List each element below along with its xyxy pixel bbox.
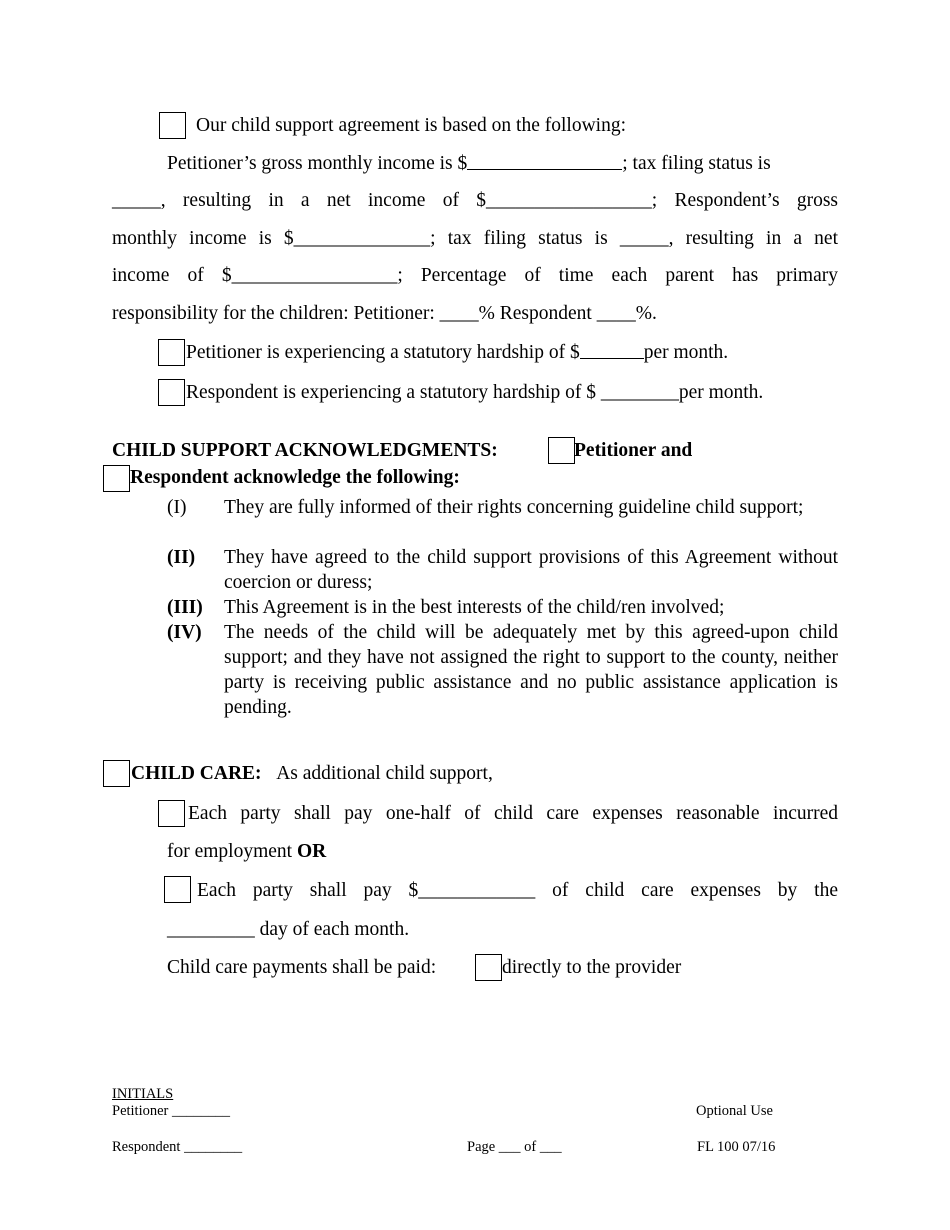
petitioner-income-label: Petitioner’s gross monthly income is $ (167, 153, 468, 174)
petitioner-hardship-field[interactable] (580, 342, 644, 359)
child-care-checkbox[interactable] (103, 760, 130, 787)
ack-item-text: This Agreement is in the best interests of the child/ren involved; (224, 597, 725, 618)
ack-item-number: (IV) (167, 622, 202, 643)
respondent-hardship-line: Respondent is experiencing a statutory hardship of $ ________per month. (186, 382, 764, 403)
payment-label: Child care payments shall be paid: (167, 957, 437, 978)
or-label: OR (296, 841, 327, 862)
petitioner-hardship-checkbox[interactable] (158, 339, 185, 366)
respondent-initials: Respondent ________ (112, 1139, 243, 1155)
optional-use: Optional Use (696, 1103, 773, 1119)
ack-item-text: They have agreed to the child support provisions of this Agreement without coercion or duress; (224, 547, 838, 593)
petitioner-hardship-label: Petitioner is experiencing a statutory hardship of $ (186, 342, 580, 363)
acknowledgments-checkbox-2[interactable] (103, 465, 130, 492)
agreement-checkbox[interactable] (159, 112, 186, 139)
child-care-option1-line2 (167, 840, 326, 864)
child-care-option2-line1: Each party shall pay $____________ of child care expenses by the (197, 880, 838, 901)
initials-heading: INITIALS (112, 1086, 174, 1102)
petitioner-hardship-line (186, 341, 728, 365)
respondent-gross-label: _________________; Respondent’s gross (485, 190, 838, 211)
net-income-label: _____, resulting in a net income of $ (112, 190, 486, 211)
acknowledgments-heading-line2: Respondent acknowledge the following: (130, 467, 460, 488)
acknowledgments-checkbox-1[interactable] (548, 437, 575, 464)
agreement-checkbox-label: Our child support agreement is based on the following: (196, 115, 626, 136)
ack-item-number: (I) (167, 497, 187, 518)
payment-provider-label: directly to the provider (502, 957, 682, 978)
ack-item-text: The needs of the child will be adequately met by this agreed-upon child support; and they have not assigned the right to support to the county, neither party is receiving public assistance and no public assistance application is pending. (224, 622, 838, 718)
child-care-option1-line1: Each party shall pay one-half of child care expenses reasonable incurred (188, 803, 838, 824)
income-line-2 (112, 189, 838, 213)
child-care-heading-line (131, 762, 493, 786)
child-care-option1-checkbox[interactable] (158, 800, 185, 827)
form-id: FL 100 07/16 (697, 1139, 776, 1155)
income-line-1 (167, 152, 771, 176)
petitioner-initials: Petitioner ________ (112, 1103, 231, 1119)
acknowledgments-heading-tail: Petitioner and (574, 440, 693, 461)
child-care-heading-tail: As additional child support, (276, 763, 493, 784)
payment-provider-checkbox[interactable] (475, 954, 502, 981)
ack-item-text: They are fully informed of their rights concerning guideline child support; (224, 497, 804, 518)
child-care-option2-line2: _________ day of each month. (167, 919, 410, 940)
ack-item-number: (II) (167, 547, 196, 568)
income-line-5: responsibility for the children: Petitioner: ____% Respondent ____%. (112, 303, 657, 324)
child-care-heading: CHILD CARE: (131, 763, 262, 784)
per-month-label: per month. (643, 342, 729, 363)
acknowledgments-heading: CHILD SUPPORT ACKNOWLEDGMENTS: (112, 440, 498, 461)
ack-item-number: (III) (167, 597, 203, 618)
child-care-option2-checkbox[interactable] (164, 876, 191, 903)
employment-label: for employment (167, 841, 293, 862)
income-line-3: monthly income is $______________; tax filing status is _____, resulting in a net (112, 228, 838, 249)
income-line-4: income of $_________________; Percentage of time each parent has primary (112, 265, 838, 286)
page-number: Page ___ of ___ (467, 1139, 562, 1155)
petitioner-tax-status-label: ; tax filing status is (622, 153, 771, 174)
petitioner-income-field[interactable] (467, 153, 622, 170)
respondent-hardship-checkbox[interactable] (158, 379, 185, 406)
